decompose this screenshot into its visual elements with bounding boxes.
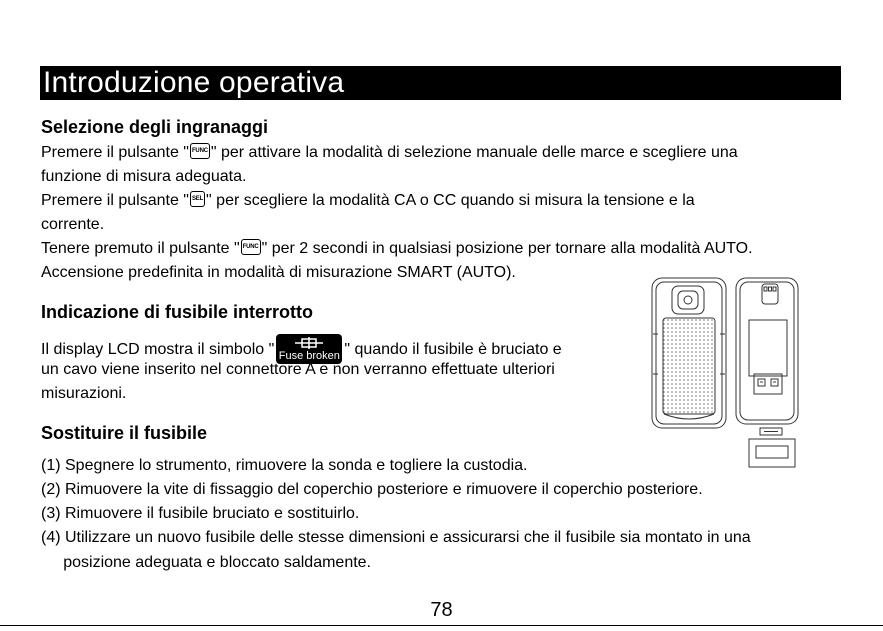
- page-title: Introduzione operativa: [43, 66, 345, 99]
- fuse-icon: [295, 337, 323, 349]
- page-number: 78: [430, 599, 453, 621]
- gear-line-5: [41, 239, 753, 259]
- device-back-illustration: [650, 274, 800, 470]
- gear-line-5b: " per 2 secondi in qualsiasi posizione per tornare alla modalità AUTO.: [261, 240, 753, 257]
- func-button-icon: FUNC: [241, 239, 261, 255]
- gear-line-3: [41, 191, 695, 211]
- fuse-broken-label: Fuse broken: [278, 350, 340, 362]
- replace-step-1: (1) Spegnere lo strumento, rimuovere la sonda e togliere la custodia.: [41, 457, 528, 474]
- replacement-fuse: [749, 428, 795, 467]
- replace-step-3: (3) Rimuovere il fusibile bruciato e sostituirlo.: [41, 505, 360, 522]
- sel-button-icon: SEL: [190, 191, 205, 207]
- gear-line-2: funzione di misura adeguata.: [41, 168, 247, 185]
- heading-gear-selection: Selezione degli ingranaggi: [41, 117, 269, 137]
- fuse-line-3: misurazioni.: [41, 385, 127, 402]
- gear-line-5a: Tenere premuto il pulsante ": [41, 240, 240, 257]
- fuse-line-1b: " quando il fusibile è bruciato e: [344, 341, 562, 359]
- device-in-case: [652, 278, 726, 428]
- replace-step-4: (4) Utilizzare un nuovo fusibile delle stesse dimensioni e assicurarsi che il fusibile sia montato in una: [41, 529, 751, 546]
- fuse-line-2: un cavo viene inserito nel connettore A e non verranno effettuate ulteriori: [41, 361, 555, 378]
- title-bar: [40, 66, 841, 100]
- gear-line-1: [41, 143, 738, 163]
- replace-step-4-cont: posizione adeguata e bloccato saldamente.: [41, 554, 371, 571]
- gear-line-1b: " per attivare la modalità di selezione manuale delle marce e scegliere una: [210, 144, 738, 161]
- gear-line-4: corrente.: [41, 216, 105, 233]
- gear-line-3a: Premere il pulsante ": [41, 192, 189, 209]
- device-open-back: [736, 278, 798, 424]
- heading-replace-fuse: Sostituire il fusibile: [41, 423, 208, 443]
- gear-line-3b: " per scegliere la modalità CA o CC quando si misura la tensione e la: [206, 192, 695, 209]
- func-button-icon: FUNC: [190, 143, 210, 159]
- bottom-rule: [0, 625, 883, 626]
- fuse-line-1a: Il display LCD mostra il simbolo ": [41, 341, 275, 359]
- heading-fuse-indication: Indicazione di fusibile interrotto: [41, 302, 314, 322]
- replace-step-2: (2) Rimuovere la vite di fissaggio del coperchio posteriore e rimuovere il coperchio posteriore.: [41, 481, 703, 498]
- gear-line-1a: Premere il pulsante ": [41, 144, 189, 161]
- gear-line-6: Accensione predefinita in modalità di misurazione SMART (AUTO).: [41, 264, 516, 281]
